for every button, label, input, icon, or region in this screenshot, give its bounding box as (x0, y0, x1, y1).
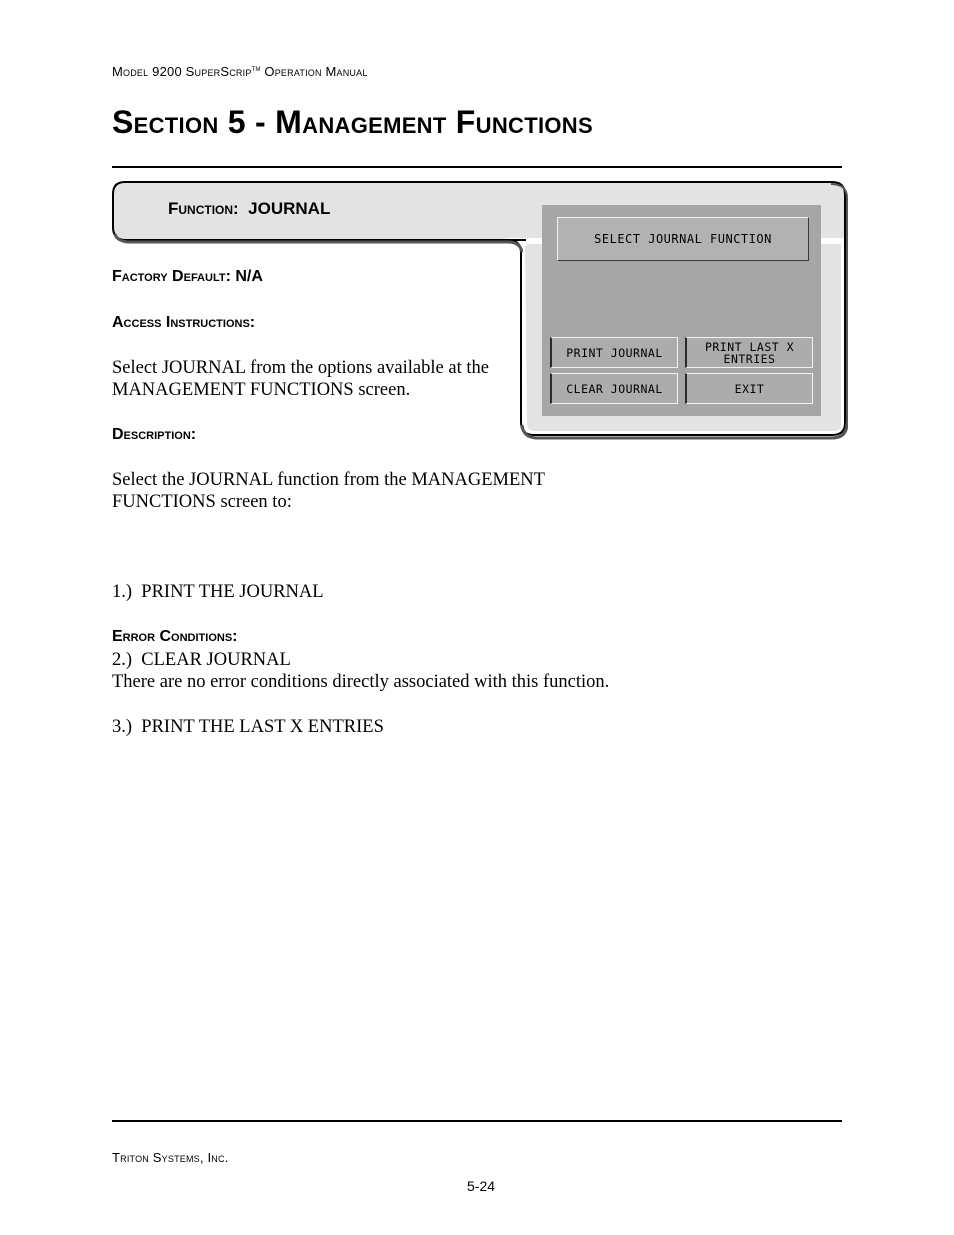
factory-default-label: Factory Default: (112, 268, 231, 285)
running-header-suffix: Operation Manual (260, 64, 368, 79)
clear-journal-button[interactable]: CLEAR JOURNAL (550, 373, 678, 404)
function-value: JOURNAL (248, 199, 331, 218)
access-instructions-heading: Access Instructions: (112, 314, 256, 331)
atm-screen-title: SELECT JOURNAL FUNCTION (557, 217, 809, 261)
atm-screen (542, 205, 821, 416)
description-list (112, 536, 384, 761)
section-title: Section 5 - Management Functions (112, 104, 593, 140)
error-conditions-heading: Error Conditions: (112, 628, 238, 645)
error-conditions-text: There are no error conditions directly associated with this function. (112, 672, 610, 692)
footer-company: Triton Systems, Inc. (112, 1150, 229, 1165)
list-item: 2.) CLEAR JOURNAL (112, 649, 291, 670)
description-line-2: FUNCTIONS screen to: (112, 492, 292, 512)
description-line-1: Select the JOURNAL function from the MANAGEMENT (112, 470, 545, 490)
print-last-x-entries-button[interactable] (685, 337, 813, 368)
running-header (112, 64, 368, 79)
description-text (112, 469, 545, 513)
print-last-x-label-line1: PRINT LAST X (704, 339, 795, 354)
access-line-1: Select JOURNAL from the options available at the (112, 358, 489, 378)
list-item: 1.) PRINT THE JOURNAL (112, 582, 324, 602)
running-header-prefix: Model 9200 SuperScrip (112, 64, 252, 79)
print-last-x-label-line2: ENTRIES (723, 351, 776, 366)
description-heading: Description: (112, 426, 197, 443)
print-journal-button[interactable]: PRINT JOURNAL (550, 337, 678, 368)
access-line-2: MANAGEMENT FUNCTIONS screen. (112, 380, 411, 400)
factory-default (112, 268, 263, 286)
page-number: 5-24 (467, 1178, 496, 1194)
trademark-mark: TM (251, 67, 261, 73)
function-label (168, 199, 330, 219)
bottom-rule (112, 1120, 842, 1122)
exit-button[interactable]: EXIT (685, 373, 813, 404)
top-rule (112, 166, 842, 168)
factory-default-value: N/A (235, 268, 263, 285)
function-key: Function: (168, 199, 239, 218)
list-item: 3.) PRINT THE LAST X ENTRIES (112, 717, 384, 737)
access-instructions-text (112, 357, 489, 401)
